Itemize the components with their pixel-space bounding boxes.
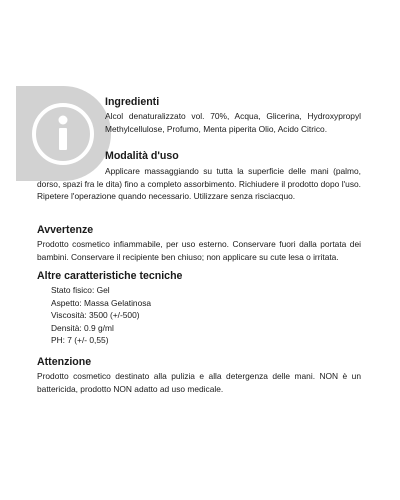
tecniche-item: Viscosità: 3500 (+/-500) [51, 310, 140, 321]
avvertenze-title: Avvertenze [37, 224, 94, 236]
attenzione-text: Prodotto cosmetico destinato alla pulizia e alla detergenza delle mani. NON è un battericida, prodotto NON adatto ad uso medicale. [37, 371, 361, 394]
section-ingredienti [105, 96, 361, 135]
section-modalita [105, 150, 361, 164]
tecniche-list [37, 284, 361, 347]
avvertenze-text: Prodotto cosmetico infiammabile, per uso esterno. Conservare fuori dalla portata dei bambini. Conservare il recipiente ben chiuso; non applicare su cute lesa o irritata. [37, 239, 361, 262]
tecniche-item: PH: 7 (+/- 0,55) [51, 335, 109, 346]
info-icon [30, 101, 96, 167]
tecniche-item: Stato fisico: Gel [51, 285, 110, 295]
attenzione-title: Attenzione [37, 356, 92, 368]
section-tecniche [37, 270, 361, 347]
ingredienti-title: Ingredienti [105, 96, 160, 108]
modalita-title: Modalità d'uso [105, 150, 179, 162]
tecniche-item: Aspetto: Massa Gelatinosa [51, 297, 152, 308]
tecniche-item: Densità: 0.9 g/ml [51, 322, 114, 333]
section-attenzione [37, 356, 361, 395]
section-avvertenze [37, 224, 361, 263]
ingredienti-text: Alcol denaturalizzato vol. 70%, Acqua, Glicerina, Hydroxypropyl Methylcellulose, Profumo, Menta piperita Olio, Acido Citrico. [105, 111, 361, 134]
modalita-text: Applicare massaggiando su tutta la superficie delle mani (palmo, dorso, spazi fra le dita) fino a completo assorbimento. Richiudere il prodotto dopo l'uso. Ripetere l'operazione quando necessario. Utilizzare senza risciacquo. [37, 166, 361, 202]
tecniche-title: Altre caratteristiche tecniche [37, 270, 183, 282]
